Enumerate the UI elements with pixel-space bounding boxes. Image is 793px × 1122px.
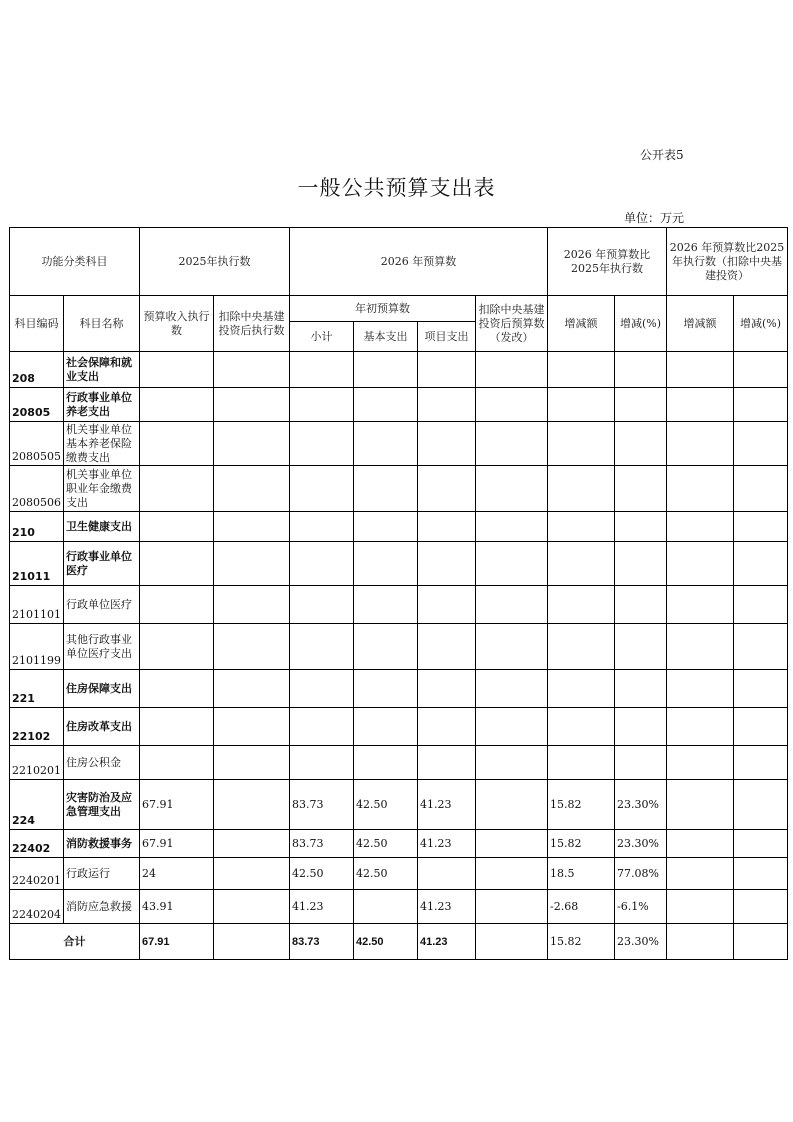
table-row <box>10 890 788 924</box>
row-basic <box>354 422 418 466</box>
row-name: 灾害防治及应急管理支出 <box>64 780 140 830</box>
row-basic: 42.50 <box>354 830 418 858</box>
row-inc <box>548 708 615 746</box>
row-pct <box>615 512 667 542</box>
row-inc <box>548 586 615 624</box>
header-inc-pct-2: 增减(%) <box>734 296 788 352</box>
row-code: 22402 <box>10 830 64 858</box>
row-pct <box>615 388 667 422</box>
header-row-2 <box>10 296 788 322</box>
row-pct-2 <box>734 830 788 858</box>
row-inc-2 <box>667 512 734 542</box>
row-code: 2240204 <box>10 890 64 924</box>
row-pct-2 <box>734 512 788 542</box>
table-row <box>10 466 788 512</box>
row-basic <box>354 512 418 542</box>
row-pct <box>615 708 667 746</box>
total-basic: 42.50 <box>354 924 418 960</box>
row-project <box>418 352 476 388</box>
row-pct-2 <box>734 422 788 466</box>
row-pct-2 <box>734 586 788 624</box>
row-exec <box>140 466 214 512</box>
row-code: 208 <box>10 352 64 388</box>
table-row <box>10 708 788 746</box>
row-inc-2 <box>667 708 734 746</box>
row-subtotal <box>290 586 354 624</box>
row-inc <box>548 542 615 586</box>
row-inc <box>548 352 615 388</box>
table-row <box>10 670 788 708</box>
table-row <box>10 858 788 890</box>
row-pct <box>615 670 667 708</box>
row-exec <box>140 670 214 708</box>
table-row <box>10 746 788 780</box>
row-basic: 42.50 <box>354 780 418 830</box>
total-exec: 67.91 <box>140 924 214 960</box>
row-subtotal <box>290 466 354 512</box>
row-exec <box>140 388 214 422</box>
row-inc: 15.82 <box>548 780 615 830</box>
row-budget-excl <box>476 830 548 858</box>
row-inc <box>548 624 615 670</box>
header-budget-excl: 扣除中央基建投资后预算数（发改） <box>476 296 548 352</box>
header-exec-income: 预算收入执行数 <box>140 296 214 352</box>
row-inc-2 <box>667 542 734 586</box>
row-subtotal <box>290 352 354 388</box>
header-basic: 基本支出 <box>354 322 418 352</box>
row-pct-2 <box>734 890 788 924</box>
total-label: 合计 <box>10 924 140 960</box>
row-basic <box>354 466 418 512</box>
page-title: 一般公共预算支出表 <box>297 176 496 200</box>
row-pct-2 <box>734 670 788 708</box>
row-subtotal <box>290 388 354 422</box>
row-pct-2 <box>734 542 788 586</box>
row-exec <box>140 542 214 586</box>
row-inc-2 <box>667 624 734 670</box>
total-inc: 15.82 <box>548 924 615 960</box>
row-name: 其他行政事业单位医疗支出 <box>64 624 140 670</box>
row-basic <box>354 708 418 746</box>
total-row <box>10 924 788 960</box>
row-inc-2 <box>667 830 734 858</box>
row-exec-excl <box>214 352 290 388</box>
row-pct <box>615 624 667 670</box>
row-inc <box>548 512 615 542</box>
row-pct <box>615 746 667 780</box>
row-subtotal <box>290 422 354 466</box>
row-exec-excl <box>214 746 290 780</box>
row-pct: 23.30% <box>615 780 667 830</box>
row-pct <box>615 422 667 466</box>
row-budget-excl <box>476 780 548 830</box>
row-name: 行政事业单位医疗 <box>64 542 140 586</box>
row-name: 消防应急救援 <box>64 890 140 924</box>
header-initial: 年初预算数 <box>290 296 476 322</box>
row-name: 住房改革支出 <box>64 708 140 746</box>
row-basic <box>354 670 418 708</box>
row-inc-2 <box>667 780 734 830</box>
row-subtotal: 83.73 <box>290 780 354 830</box>
header-project: 项目支出 <box>418 322 476 352</box>
row-code: 2080505 <box>10 422 64 466</box>
table-body <box>10 352 788 924</box>
row-exec: 67.91 <box>140 780 214 830</box>
header-compare-excl: 2026 年预算数比2025 年执行数（扣除中央基建投资） <box>667 228 788 296</box>
row-inc <box>548 746 615 780</box>
row-pct-2 <box>734 858 788 890</box>
row-basic <box>354 624 418 670</box>
row-exec-excl <box>214 708 290 746</box>
row-name: 卫生健康支出 <box>64 512 140 542</box>
total-project: 41.23 <box>418 924 476 960</box>
row-budget-excl <box>476 708 548 746</box>
row-name: 行政单位医疗 <box>64 586 140 624</box>
row-budget-excl <box>476 858 548 890</box>
row-budget-excl <box>476 466 548 512</box>
table-row <box>10 542 788 586</box>
row-project <box>418 708 476 746</box>
row-subtotal <box>290 670 354 708</box>
row-inc-2 <box>667 352 734 388</box>
total-pct: 23.30% <box>615 924 667 960</box>
header-compare: 2026 年预算数比2025年执行数 <box>548 228 667 296</box>
row-exec-excl <box>214 858 290 890</box>
row-inc <box>548 670 615 708</box>
row-pct-2 <box>734 746 788 780</box>
row-exec: 24 <box>140 858 214 890</box>
table-row <box>10 624 788 670</box>
table-row <box>10 352 788 388</box>
row-inc-2 <box>667 858 734 890</box>
table-row <box>10 512 788 542</box>
row-project <box>418 586 476 624</box>
row-exec-excl <box>214 542 290 586</box>
row-pct: -6.1% <box>615 890 667 924</box>
row-basic <box>354 586 418 624</box>
row-exec <box>140 512 214 542</box>
row-pct <box>615 542 667 586</box>
row-budget-excl <box>476 352 548 388</box>
row-inc-2 <box>667 586 734 624</box>
row-budget-excl <box>476 388 548 422</box>
header-subtotal: 小计 <box>290 322 354 352</box>
total-pct-2 <box>734 924 788 960</box>
row-exec-excl <box>214 830 290 858</box>
row-inc <box>548 388 615 422</box>
row-subtotal: 41.23 <box>290 890 354 924</box>
row-inc-2 <box>667 746 734 780</box>
row-subtotal <box>290 542 354 586</box>
unit-label: 单位：万元 <box>624 211 685 225</box>
row-project: 41.23 <box>418 830 476 858</box>
row-code: 22102 <box>10 708 64 746</box>
row-exec <box>140 352 214 388</box>
row-inc-2 <box>667 890 734 924</box>
row-exec-excl <box>214 780 290 830</box>
row-exec-excl <box>214 512 290 542</box>
row-project <box>418 388 476 422</box>
row-code: 210 <box>10 512 64 542</box>
table-row <box>10 422 788 466</box>
row-budget-excl <box>476 422 548 466</box>
row-exec-excl <box>214 890 290 924</box>
row-name: 机关事业单位职业年金缴费支出 <box>64 466 140 512</box>
row-pct: 23.30% <box>615 830 667 858</box>
total-inc-2 <box>667 924 734 960</box>
row-name: 消防救援事务 <box>64 830 140 858</box>
row-budget-excl <box>476 890 548 924</box>
row-inc: 18.5 <box>548 858 615 890</box>
table-number: 公开表5 <box>640 148 684 162</box>
table-row <box>10 388 788 422</box>
row-budget-excl <box>476 746 548 780</box>
row-budget-excl <box>476 586 548 624</box>
header-inc-amount: 增减额 <box>548 296 615 352</box>
row-project <box>418 466 476 512</box>
row-budget-excl <box>476 624 548 670</box>
header-row-1 <box>10 228 788 296</box>
row-name: 行政运行 <box>64 858 140 890</box>
header-inc-amount-2: 增减额 <box>667 296 734 352</box>
row-inc-2 <box>667 670 734 708</box>
row-project: 41.23 <box>418 890 476 924</box>
row-exec-excl <box>214 422 290 466</box>
header-budget-2026: 2026 年预算数 <box>290 228 548 296</box>
row-pct-2 <box>734 388 788 422</box>
row-inc-2 <box>667 466 734 512</box>
row-pct <box>615 586 667 624</box>
total-exec-excl <box>214 924 290 960</box>
row-pct-2 <box>734 352 788 388</box>
row-pct <box>615 352 667 388</box>
budget-table <box>9 227 788 960</box>
row-code: 224 <box>10 780 64 830</box>
total-budget-excl <box>476 924 548 960</box>
row-project: 41.23 <box>418 780 476 830</box>
table-row <box>10 780 788 830</box>
row-project <box>418 542 476 586</box>
row-budget-excl <box>476 542 548 586</box>
row-exec <box>140 708 214 746</box>
row-code: 20805 <box>10 388 64 422</box>
row-exec-excl <box>214 388 290 422</box>
row-basic: 42.50 <box>354 858 418 890</box>
row-inc-2 <box>667 422 734 466</box>
row-exec-excl <box>214 670 290 708</box>
row-pct-2 <box>734 624 788 670</box>
row-project <box>418 512 476 542</box>
row-subtotal <box>290 708 354 746</box>
row-code: 2240201 <box>10 858 64 890</box>
row-inc: 15.82 <box>548 830 615 858</box>
row-exec-excl <box>214 466 290 512</box>
row-code: 2101101 <box>10 586 64 624</box>
row-project <box>418 670 476 708</box>
row-code: 2210201 <box>10 746 64 780</box>
row-project <box>418 746 476 780</box>
header-code: 科目编码 <box>10 296 64 352</box>
row-inc: -2.68 <box>548 890 615 924</box>
row-subtotal <box>290 624 354 670</box>
row-project <box>418 858 476 890</box>
row-code: 2080506 <box>10 466 64 512</box>
row-subtotal: 42.50 <box>290 858 354 890</box>
row-exec <box>140 624 214 670</box>
row-basic <box>354 388 418 422</box>
row-code: 221 <box>10 670 64 708</box>
row-exec <box>140 746 214 780</box>
header-inc-pct: 增减(%) <box>615 296 667 352</box>
total-subtotal: 83.73 <box>290 924 354 960</box>
header-exec-excl: 扣除中央基建投资后执行数 <box>214 296 290 352</box>
row-basic <box>354 890 418 924</box>
row-budget-excl <box>476 670 548 708</box>
row-subtotal: 83.73 <box>290 830 354 858</box>
row-name: 机关事业单位基本养老保险缴费支出 <box>64 422 140 466</box>
row-name: 住房公积金 <box>64 746 140 780</box>
row-inc <box>548 422 615 466</box>
row-exec-excl <box>214 624 290 670</box>
table-row <box>10 586 788 624</box>
row-basic <box>354 542 418 586</box>
row-exec-excl <box>214 586 290 624</box>
row-pct-2 <box>734 466 788 512</box>
row-exec <box>140 586 214 624</box>
row-exec: 43.91 <box>140 890 214 924</box>
header-exec-2025: 2025年执行数 <box>140 228 290 296</box>
row-project <box>418 624 476 670</box>
row-code: 21011 <box>10 542 64 586</box>
row-name: 行政事业单位养老支出 <box>64 388 140 422</box>
row-pct: 77.08% <box>615 858 667 890</box>
header-category: 功能分类科目 <box>10 228 140 296</box>
row-pct-2 <box>734 780 788 830</box>
row-project <box>418 422 476 466</box>
row-inc-2 <box>667 388 734 422</box>
row-basic <box>354 746 418 780</box>
row-name: 住房保障支出 <box>64 670 140 708</box>
row-inc <box>548 466 615 512</box>
row-name: 社会保障和就业支出 <box>64 352 140 388</box>
row-basic <box>354 352 418 388</box>
row-pct-2 <box>734 708 788 746</box>
row-subtotal <box>290 512 354 542</box>
row-budget-excl <box>476 512 548 542</box>
row-exec: 67.91 <box>140 830 214 858</box>
header-name: 科目名称 <box>64 296 140 352</box>
row-exec <box>140 422 214 466</box>
row-code: 2101199 <box>10 624 64 670</box>
row-subtotal <box>290 746 354 780</box>
table-row <box>10 830 788 858</box>
row-pct <box>615 466 667 512</box>
